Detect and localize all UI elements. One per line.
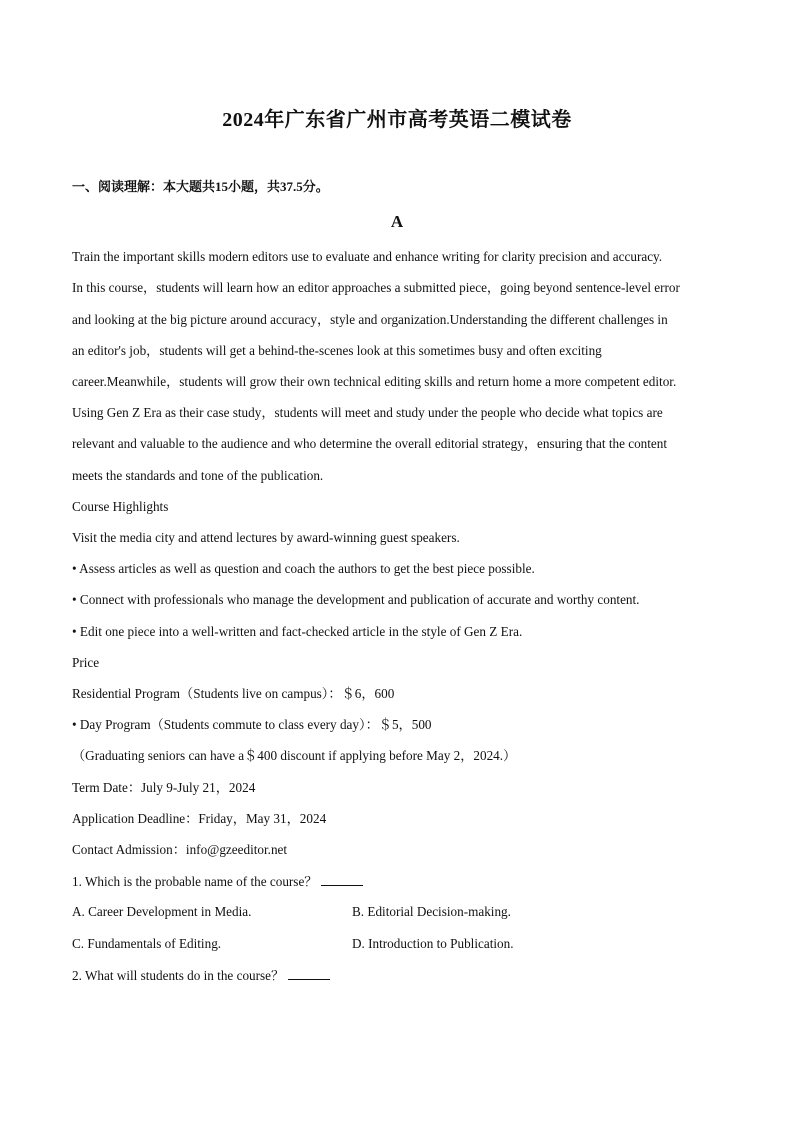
application-deadline: Application Deadline：Friday，May 31，2024	[72, 811, 327, 826]
exam-title: 2024年广东省广州市高考英语二模试卷	[222, 109, 572, 131]
contact-admission: Contact Admission：info@gzeeditor.net	[72, 842, 288, 857]
passage-line: career.Meanwhile，students will grow their own technical editing skills and return home a more competent editor.	[72, 374, 677, 389]
term-date: Term Date：July 9-July 21，2024	[72, 780, 256, 795]
passage-line: Train the important skills modern editors use to evaluate and enhance writing for clarity precision and accuracy.	[72, 249, 663, 264]
passage-line: relevant and valuable to the audience and who determine the overall editorial strategy，ensuring that the content	[72, 436, 668, 451]
highlight-bullet: • Assess articles as well as question and coach the authors to get the best piece possible.	[72, 561, 535, 576]
price-line: Residential Program（Students live on campus）：＄6，600	[72, 686, 395, 701]
highlight-bullet: • Connect with professionals who manage the development and publication of accurate and worthy content.	[72, 592, 640, 607]
course-highlights-heading: Course Highlights	[72, 499, 169, 514]
passage-line: meets the standards and tone of the publication.	[72, 468, 324, 483]
passage-line: In this course，students will learn how an editor approaches a submitted piece，going beyond sentence-level error	[72, 280, 680, 295]
question-2	[72, 966, 330, 985]
question-2-text: 2. What will students do in the course？	[72, 968, 285, 983]
passage-line: and looking at the big picture around accuracy，style and organization.Understanding the different challenges in	[72, 312, 668, 327]
question-1-option-c: C. Fundamentals of Editing.	[72, 936, 222, 951]
price-line: • Day Program（Students commute to class every day）：＄5，500	[72, 717, 432, 732]
section-heading: 一、阅读理解：本大题共15小题，共37.5分。	[72, 179, 329, 194]
passage-line: Using Gen Z Era as their case study，students will meet and study under the people who decide what topics are	[72, 405, 663, 420]
price-heading: Price	[72, 655, 100, 670]
discount-note: （Graduating seniors can have a＄400 discount if applying before May 2，2024.）	[72, 748, 517, 763]
passage-line: an editor's job，students will get a behind-the-scenes look at this sometimes busy and often exciting	[72, 343, 602, 358]
question-1-text: 1. Which is the probable name of the course？	[72, 874, 318, 889]
highlight-line: Visit the media city and attend lectures by award-winning guest speakers.	[72, 530, 460, 545]
question-1-option-b: B. Editorial Decision-making.	[352, 904, 511, 919]
answer-blank[interactable]	[288, 966, 330, 980]
passage-part-label: A	[390, 212, 404, 231]
question-1	[72, 872, 363, 891]
highlight-bullet: • Edit one piece into a well-written and fact-checked article in the style of Gen Z Era.	[72, 624, 523, 639]
question-1-option-a: A. Career Development in Media.	[72, 904, 252, 919]
question-1-option-d: D. Introduction to Publication.	[352, 936, 514, 951]
answer-blank[interactable]	[321, 872, 363, 886]
